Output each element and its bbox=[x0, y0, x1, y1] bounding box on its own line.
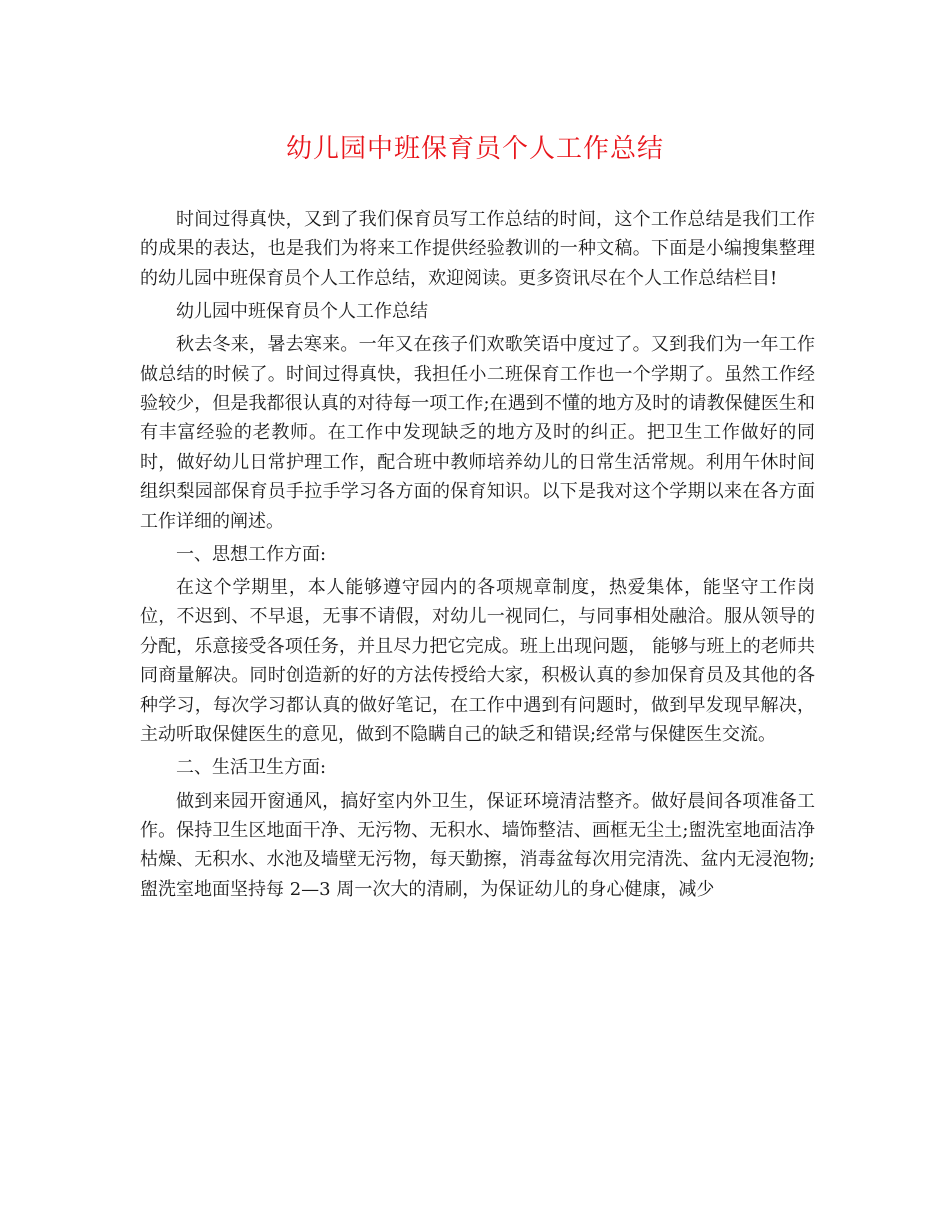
section-heading-hygiene: 二、生活卫生方面: bbox=[176, 757, 327, 779]
section-heading-ideology: 一、思想工作方面: bbox=[176, 543, 327, 565]
document-title: 幼儿园中班保育员个人工作总结 bbox=[285, 134, 664, 164]
section-heading-main: 幼儿园中班保育员个人工作总结 bbox=[176, 301, 428, 323]
document-body bbox=[140, 205, 815, 908]
opening-paragraph: 秋去冬来，暑去寒来。一年又在孩子们欢歌笑语中度过了。又到我们为一年工作做总结的时候了。时间过得真快，我担任小二班保育工作也一个学期了。虽然工作经验较少，但是我都很认真的对待每一项工作;在遇到不懂的地方及时的请教保健医生和有丰富经验的老教师。在工作中发现缺乏的地方及时的纠正。把卫生工作做好的同时，做好幼儿日常护理工作，配合班中教师培养幼儿的日常生活常规。利用午休时间组织梨园部保育员手拉手学习各方面的保育知识。以下是我对这个学期以来在各方面工作详细的阐述。 bbox=[140, 334, 815, 532]
intro-paragraph: 时间过得真快，又到了我们保育员写工作总结的时间，这个工作总结是我们工作的成果的表达，也是我们为将来工作提供经验教训的一种文稿。下面是小编搜集整理的幼儿园中班保育员个人工作总结，欢迎阅读。更多资讯尽在个人工作总结栏目! bbox=[140, 209, 815, 289]
ideology-paragraph: 在这个学期里，本人能够遵守园内的各项规章制度，热爱集体，能坚守工作岗位，不迟到、不早退，无事不请假，对幼儿一视同仁，与同事相处融洽。服从领导的分配，乐意接受各项任务，并且尽力把它完成。班上出现问题， 能够与班上的老师共同商量解决。同时创造新的好的方法传授给大家，积极认真的参加保育员及其他的各种学习，每次学习都认真的做好笔记，在工作中遇到有问题时，做到早发现早解决，主动听取保健医生的意见，做到不隐瞒自己的缺乏和错误;经常与保健医生交流。 bbox=[140, 577, 815, 746]
hygiene-paragraph: 做到来园开窗通风，搞好室内外卫生，保证环境清洁整齐。做好晨间各项准备工作。保持卫生区地面干净、无污物、无积水、墙饰整洁、画框无尘土;盥洗室地面洁净枯燥、无积水、水池及墙壁无污物，每天勤擦，消毒盆每次用完清洗、盆内无浸泡物;盥洗室地面坚持每 2—3 周一次大的清刷，为保证幼儿的身心健康，减少 bbox=[140, 790, 815, 900]
